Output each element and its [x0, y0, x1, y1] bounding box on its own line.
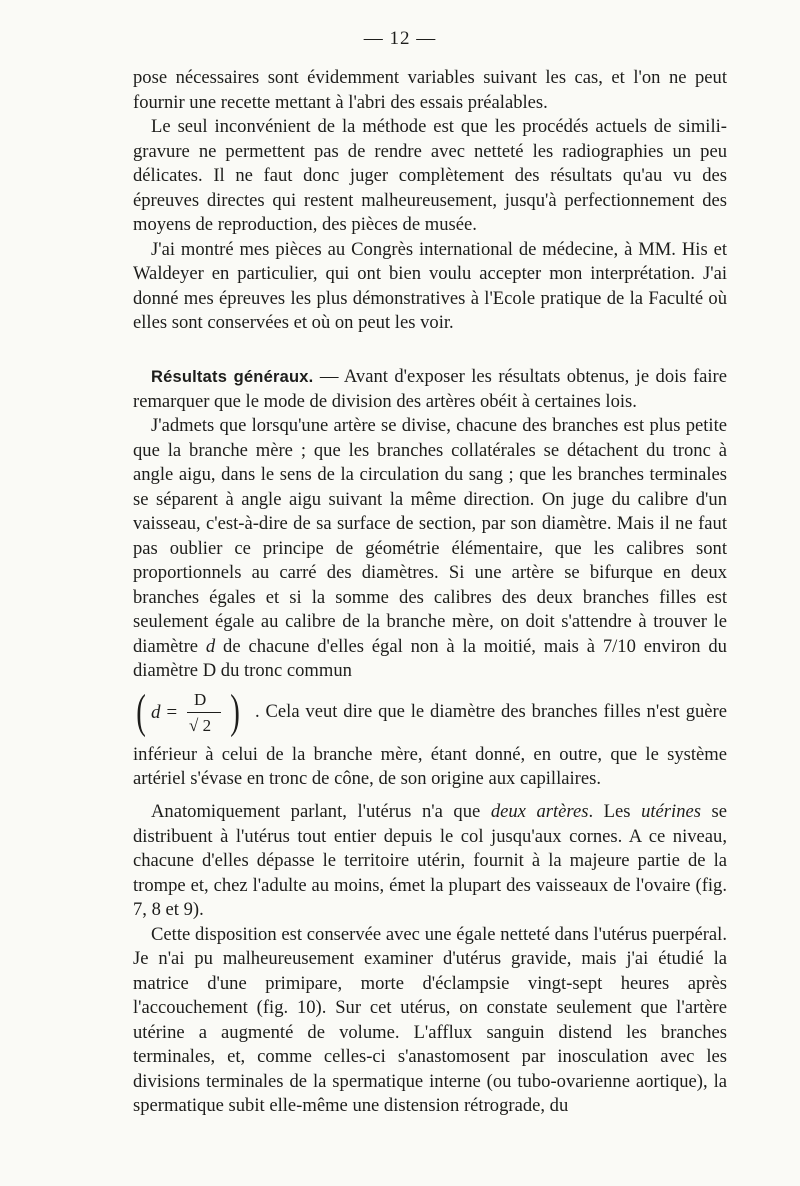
results-section: [133, 365, 727, 792]
artery-division-text: J'admets que lorsqu'une artère se divise, chacune des branches est plus petite que la branche mère ; que les branches collatérales se détachent du tronc à angle aigu, dans le sens de la circulation du sang ; que les branches terminales se séparent à angle aigu suivant la même direction. On juge du calibre d'un vaisseau, c'est-à-dire de sa surface de section, par son diamètre. Mais il ne faut pas oublier ce principe de géométrie élémentaire, que les calibres sont proportionnels au carré des diamètres. Si une artère se bifurque en deux branches égales et si la somme des calibres des deux branches filles est seulement égale au calibre de la branche mère, on doit s'attendre à trouver le diamètre: [133, 415, 727, 657]
formula-denominator: √ 2: [189, 715, 212, 735]
intro-text-block: [133, 66, 727, 336]
diameter-symbol: d: [205, 635, 216, 657]
diameter-formula: [136, 684, 251, 738]
paragraph-artery-conclusion: inférieur à celui de la branche mère, étant donné, en outre, que le système artériel s'évase en tronc de cône, de son origine aux capillaires.: [133, 743, 727, 789]
formula-line: [133, 686, 727, 740]
formula-following-text: . Cela veut dire que le diamètre des branches filles n'est guère: [255, 700, 727, 722]
uterine-text-b: . Les: [588, 801, 642, 822]
italic-uterines: utérines: [641, 801, 701, 822]
uterine-text-a: Anatomiquement parlant, l'utérus n'a que: [151, 801, 491, 822]
results-intro-paragraph: [133, 365, 727, 414]
results-intro-text: — Avant d'exposer les résultats obtenus, je dois faire remarquer que le mode de division des artères obéit à certaines lois.: [133, 366, 728, 412]
formula-numerator: D: [194, 689, 207, 709]
left-parenthesis: (: [136, 684, 146, 738]
section-heading: Résultats généraux.: [151, 368, 314, 386]
right-parenthesis: ): [230, 684, 240, 738]
italic-two-arteries: deux artères: [490, 801, 589, 822]
paragraph-uterine-arteries: [133, 800, 727, 923]
uterine-text-c: se distribuent à l'utérus tout entier depuis le col jusqu'aux cornes. A ce niveau, chacune d'elles dépasse le territoire utérin, fournit à la majeure partie de la trompe et, chez l'adulte au moins, émet la plupart des vaisseaux de l'ovaire (fig. 7, 8 et 9).: [133, 801, 728, 920]
uterus-section: [133, 800, 727, 1119]
paragraph-continuation: pose nécessaires sont évidemment variables suivant les cas, et l'on ne peut fournir une recette mettant à l'abri des essais préalables.: [133, 67, 727, 113]
formula-lhs: d =: [151, 701, 179, 723]
paragraph-congress: J'ai montré mes pièces au Congrès international de médecine, à MM. His et Waldeyer en particulier, qui ont bien voulu accepter mon interprétation. J'ai donné mes épreuves les plus démonstratives à l'Ecole pratique de la Faculté où elles sont conservées et où on peut les voir.: [133, 238, 727, 333]
paragraph-method-limitation: Le seul inconvénient de la méthode est que les procédés actuels de simili-gravure ne permettent pas de rendre avec netteté les radiographies un peu délicates. Il ne faut donc juger complètement des résultats qu'au vu des épreuves directes qui restent malheureusement, jusqu'à perfectionnement des moyens de reproduction, des pièces de musée.: [133, 116, 727, 235]
paragraph-puerperal-uterus: Cette disposition est conservée avec une égale netteté dans l'utérus puerpéral. Je n'ai pu malheureusement examiner d'utérus gravide, mais j'ai étudié la matrice d'une primipare, morte d'éclampsie vingt-sept heures après l'accouchement (fig. 10). Sur cet utérus, on constate seulement que l'artère utérine a augmenté de volume. L'afflux sanguin distend les branches terminales, et, comme celles-ci s'anastomosent par inosculation avec les divisions terminales de la spermatique interne (ou tubo-ovarienne aortique), la spermatique subit elle-même une distension rétrograde, du: [133, 923, 727, 1116]
paragraph-artery-division: [133, 414, 727, 684]
artery-division-tail: de chacune d'elles égal non à la moitié, mais à 7/10 environ du diamètre D du tronc commun: [133, 635, 727, 681]
page-number: — 12 —: [363, 28, 437, 49]
